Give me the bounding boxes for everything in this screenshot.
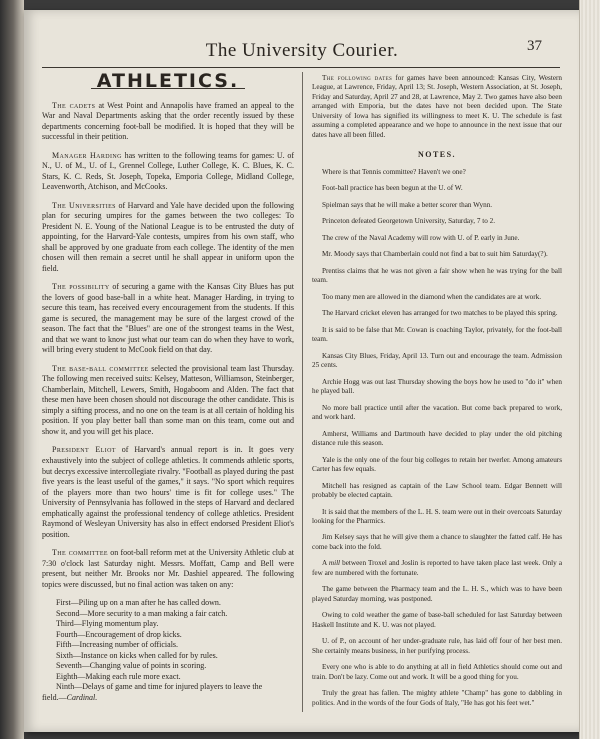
list-item: Third—Flying momentum play. — [56, 619, 159, 629]
notes-heading: NOTES. — [417, 150, 457, 160]
paragraph-text: of securing a game with the Kansas City Blues has put the lovers of good base-ball in a white heat. Manager Harding, in trying to secure this team, has received every encouragement from the students. If this game is secured, the management may be sure of the largest crowd of the season. The fact that the "Blues" are one of the strongest teams in the West, and that we want to know just what our team can do when they have to work, will bring every student to McCook field on that day. — [42, 282, 295, 355]
notes-list — [312, 168, 562, 708]
paragraph-text: selected the provisional team last Thursday. The following men received suits: Kelsey, Matteson, Williamson, Steinberger, Chamberlain, Mitchell, Lewers, Smith, Hogaboom and Alden. The fact that these men have been chosen should not discourage the other candidate. This is simply a sifting process, and no one on the team is at all certain of holding his position. If you play better ball than some man on this team, come out and show it, and you will get his place. — [42, 363, 294, 436]
paragraph-text: for games have been announced: Kansas City, Western League, at Lawrence, Friday, April 13; St. Joseph, Western Association, at St. Joseph, Friday and Saturday, April 27 and 28, at Lawrence, May 2. Two games have also been arranged with Emporia, but the dates have not been decided upon. The State University of Iowa has signified its willingness to meet K. U. The schedule is fast assuming a completed appearance and we hope to announce in the next issue that our dates have all been filled. — [312, 74, 563, 139]
mill-post: between Troxel and Joslin is reported to have taken place last week. Only a few are numbered with the fortunate. — [312, 559, 563, 577]
paragraph-text: at West Point and Annapolis have framed an appeal to the War and Naval Departments asking that the order recently issued by these departments concerning foot-ball be modified. It is hoped that they will be successful in their petition. — [42, 100, 294, 142]
note: Mr. Moody says that Chamberlain could not find a bat to suit him Saturday(?). — [322, 250, 548, 259]
paragraph — [42, 548, 294, 590]
paragraph — [42, 151, 294, 193]
list-item: Eighth—Making each rule more exact. — [56, 671, 181, 681]
note: The crew of the Naval Academy will row with U. of P. early in June. — [322, 233, 520, 242]
page-header — [24, 34, 580, 62]
list-item: Ninth—Delays of game and time for injured players to leave the — [56, 682, 263, 692]
paragraph — [42, 445, 294, 540]
note: Too many men are allowed in the diamond when the candidates are at work. — [322, 292, 542, 301]
paragraph-text: has written to the following teams for games: U. of N., U. of M., U. of I., Grennel College, Luther College, K. C. Blues, K. C. Stars, K. C. Reds, St. Joseph, Topeka, Emporia College, Midland College, Leavenworth, Atchison, and McCooks. — [42, 150, 295, 192]
list-item: Fourth—Encouragement of drop kicks. — [56, 629, 182, 639]
paragraph — [42, 101, 294, 143]
note — [312, 559, 562, 578]
header-rule — [42, 67, 560, 68]
note: The Harvard cricket eleven has arranged for two matches to be played this spring. — [322, 309, 558, 318]
paragraph-text: of Harvard's annual report is in. It goes very exhaustively into the subject of college athletics. It commends athletic sports, but decrys excessive intercollegiate rivalry. "Football as played during the past five years is the least useful of the games," it says. "No sport which requires of the players more than two hours' time is fit for college uses." The University of Pennsylvania has followed in the steps of Harvard and declared emphatically against the professional tendency of college athletics. President Raymond of Wesleyan University has also in effect endorsed President Eliot's position. — [42, 445, 295, 539]
closing-text: field.— — [42, 692, 67, 702]
note: No more ball practice until after the vacation. But come back prepared to work, and work hard. — [312, 403, 562, 422]
closing-line — [42, 693, 294, 704]
note: It is said to be false that Mr. Cowan is coaching Taylor, privately, for the foot-ball team. — [312, 325, 562, 344]
mill-word: mill — [328, 559, 341, 568]
lead-in: The cadets — [52, 100, 96, 110]
note: Foot-ball practice has been begun at the U. of W. — [322, 184, 463, 193]
note: Princeton defeated Georgetown University, Saturday, 7 to 2. — [322, 217, 495, 226]
note: It is said that the members of the L. H. S. team were out in their overcoats Saturday looking for the Pharmics. — [312, 507, 562, 525]
note: Mitchell has resigned as captain of the Law School team. Edgar Bennett will probably be elected captain. — [312, 481, 562, 500]
paragraph — [312, 74, 562, 140]
note: Jim Kelsey says that he will give them a chance to slaughter the fatted calf. He has come back into the fold. — [312, 533, 562, 551]
lead-in: President Eliot — [52, 445, 116, 455]
paragraph-text: of Harvard and Yale have decided upon the following plan for securing umpires for the games between the two colleges: To President N. E. Young of the National League is to be entrusted the duty of appointing, for the Harvard-Yale contests, umpires from his own staff, who shall be approved by one graduate from each college. The identity of the men chosen will then remain a secret until he shall appear in uniform upon the field. — [42, 200, 294, 273]
lead-in: The Universities — [52, 200, 116, 210]
right-column — [312, 74, 562, 715]
paragraph — [42, 282, 294, 356]
lead-in: The committee — [52, 548, 108, 558]
page — [24, 10, 580, 732]
column-divider — [302, 72, 303, 712]
note: Yale is the only one of the four big colleges to retain her twerler. Among amateurs Carter has few equals. — [312, 455, 562, 474]
note: The game between the Pharmacy team and the L. H. S., which was to have been played Saturday morning, was postponed. — [312, 585, 562, 603]
section-heading — [42, 70, 294, 92]
list-item: Second—More security to a man making a fair catch. — [56, 608, 228, 618]
lead-in: The following dates — [322, 74, 393, 82]
list-item: Fifth—Increasing number of officials. — [56, 640, 179, 650]
lead-in: The base-ball committee — [52, 363, 149, 373]
note: Where is that Tennis committee? Haven't we one? — [322, 167, 466, 176]
list-item: Seventh—Changing value of points in scoring. — [56, 661, 207, 671]
closing-signature: Cardinal. — [66, 692, 98, 702]
note: Every one who is able to do anything at all in field Athletics should come out and train. Don't be lazy. Come out and work. It will be a good thing for you. — [312, 663, 562, 681]
book-spine — [0, 0, 24, 739]
athletics-heading: ATHLETICS. — [91, 76, 245, 89]
note: U. of P., on account of her under-graduate rule, has laid off four of her best men. She certainly means business, in her purifying process. — [312, 637, 562, 655]
note: Prentiss claims that he was not given a fair show when he was trying for the ball team. — [312, 266, 562, 285]
paragraph — [42, 201, 294, 275]
paragraph-text: on foot-ball reform met at the University Athletic club at 7:30 o'clock last Saturday night. Messrs. Moffatt, Camp and Bell were present, but neither Mr. Brooks nor Mr. Dashiel appeared. The following topics were discussed, but no final action was taken on any: — [42, 548, 294, 589]
paragraph — [42, 364, 294, 438]
note: Archie Hogg was out last Thursday showing the boys how he used to "do it" when he played ball. — [312, 377, 562, 396]
note: Truly the great has fallen. The mighty athlete "Champ" has gone to dabbling in politics. And in the words of the four Gods of Italy, "He has got his feet wet." — [312, 689, 562, 707]
running-title: The University Courier. — [205, 40, 399, 61]
left-column — [42, 70, 295, 711]
lead-in: The possibility — [52, 282, 110, 292]
topics-list — [56, 598, 294, 693]
note: Kansas City Blues, Friday, April 13. Turn out and encourage the team. Admission 25 cents. — [312, 351, 562, 370]
note: Owing to cold weather the game of base-ball scheduled for last Saturday between Haskell Institute and K. U. was not played. — [312, 611, 562, 629]
list-item: First—Piling up on a man after he has called down. — [56, 598, 221, 608]
note: Amherst, Williams and Dartmouth have decided to play under the old pitching distance rule this season. — [312, 429, 562, 448]
page-number: 37 — [527, 38, 542, 54]
mill-pre: A — [322, 559, 327, 568]
page-edges — [579, 0, 600, 739]
lead-in: Manager Harding — [52, 150, 122, 160]
note: Spielman says that he will make a better scorer than Wynn. — [322, 200, 493, 209]
list-item: Sixth—Instance on kicks when called for by rules. — [56, 650, 218, 660]
